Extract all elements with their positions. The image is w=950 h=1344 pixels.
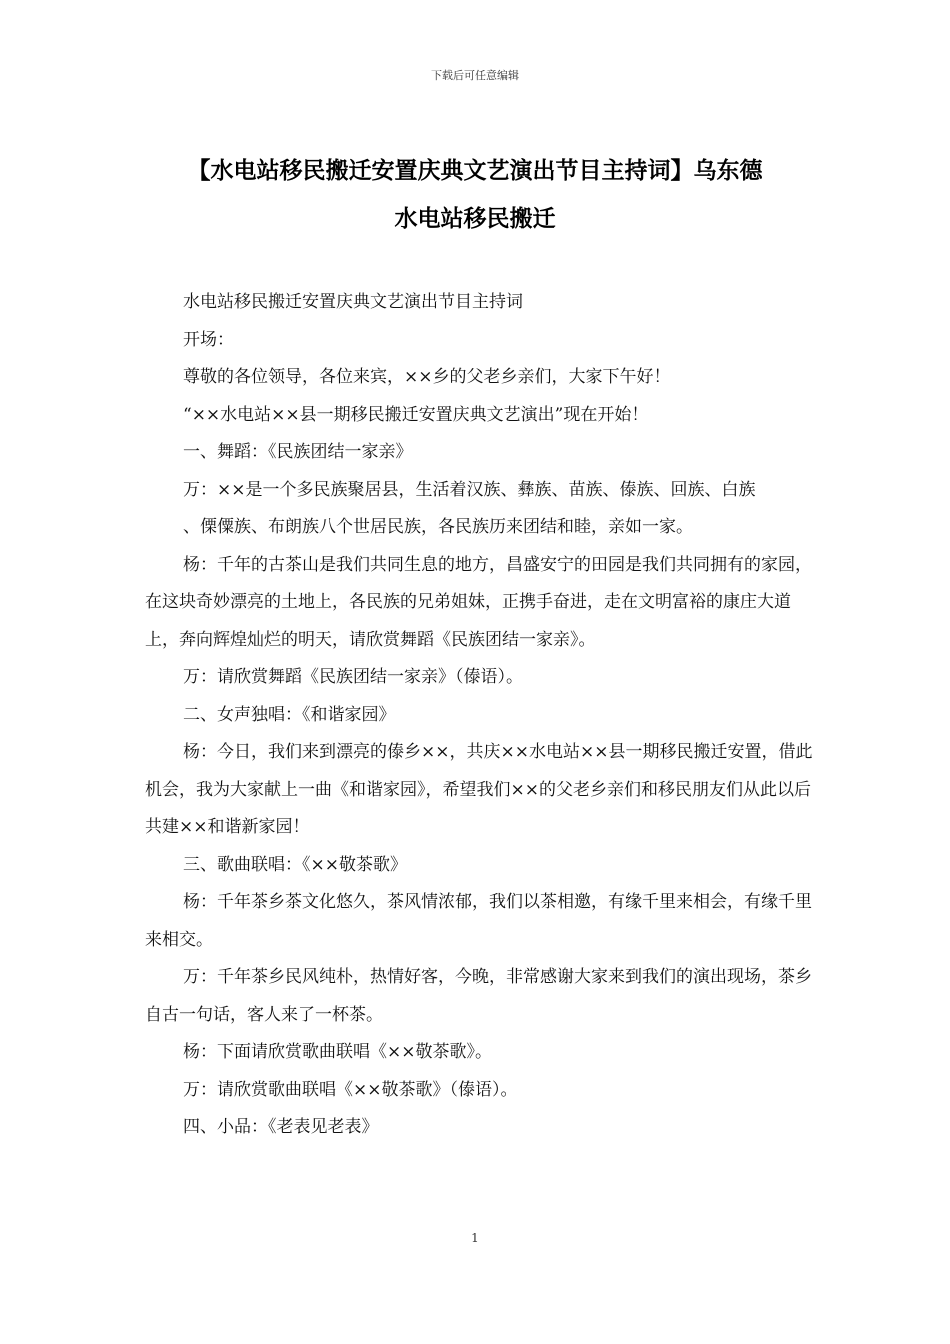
document-title-line-2: 水电站移民搬迁: [394, 206, 556, 232]
document-body: [145, 284, 813, 1147]
paragraph: 万：请欣赏歌曲联唱《××敬茶歌》（傣语）。: [183, 1079, 518, 1100]
paragraph: 杨：今日，我们来到漂亮的傣乡××，共庆××水电站××县一期移民搬迁安置，借此机会，我为大家献上一曲《和谐家园》，希望我们××的父老乡亲们和移民朋友们从此以后共建××和谐新家园！: [145, 742, 813, 837]
paragraph: 万：千年茶乡民风纯朴，热情好客，今晚，非常感谢大家来到我们的演出现场，茶乡自古一句话，客人来了一杯茶。: [145, 967, 812, 1025]
page-number: 1: [471, 1231, 479, 1245]
header-note: 下载后可任意编辑: [431, 69, 519, 82]
paragraph: 四、小品：《老表见老表》: [183, 1117, 379, 1137]
paragraph: “××水电站××县一期移民搬迁安置庆典文艺演出”现在开始！: [183, 404, 649, 425]
paragraph: 杨：下面请欣赏歌曲联唱《××敬茶歌》。: [183, 1042, 492, 1062]
paragraph: 二、女声独唱：《和谐家园》: [183, 704, 396, 725]
paragraph: 万：××是一个多民族聚居县，生活着汉族、彝族、苗族、傣族、回族、白族: [183, 479, 756, 500]
paragraph: 开场：: [183, 329, 234, 350]
paragraph: 、傈僳族、布朗族八个世居民族，各民族历来团结和睦，亲如一家。: [183, 517, 693, 537]
paragraph: 一、舞蹈：《民族团结一家亲》: [183, 442, 413, 462]
paragraph: 万：请欣赏舞蹈《民族团结一家亲》（傣语）。: [183, 667, 523, 687]
paragraph: 杨：千年茶乡茶文化悠久，茶风情浓郁，我们以茶相邀，有缘千里来相会，有缘千里来相交。: [145, 892, 812, 950]
paragraph: 尊敬的各位领导，各位来宾，××乡的父老乡亲们，大家下午好！: [183, 367, 671, 387]
paragraph: 杨：千年的古茶山是我们共同生息的地方，昌盛安宁的田园是我们共同拥有的家园，在这块奇妙漂亮的土地上，各民族的兄弟姐妹，正携手奋进，走在文明富裕的康庄大道上，奔向辉煌灿烂的明天，请欣赏舞蹈《民族团结一家亲》。: [145, 554, 812, 650]
paragraph: 三、歌曲联唱：《××敬茶歌》: [183, 854, 407, 875]
document-title-line-1: 【水电站移民搬迁安置庆典文艺演出节目主持词】乌东德: [187, 158, 763, 184]
paragraph: 水电站移民搬迁安置庆典文艺演出节目主持词: [183, 292, 523, 312]
